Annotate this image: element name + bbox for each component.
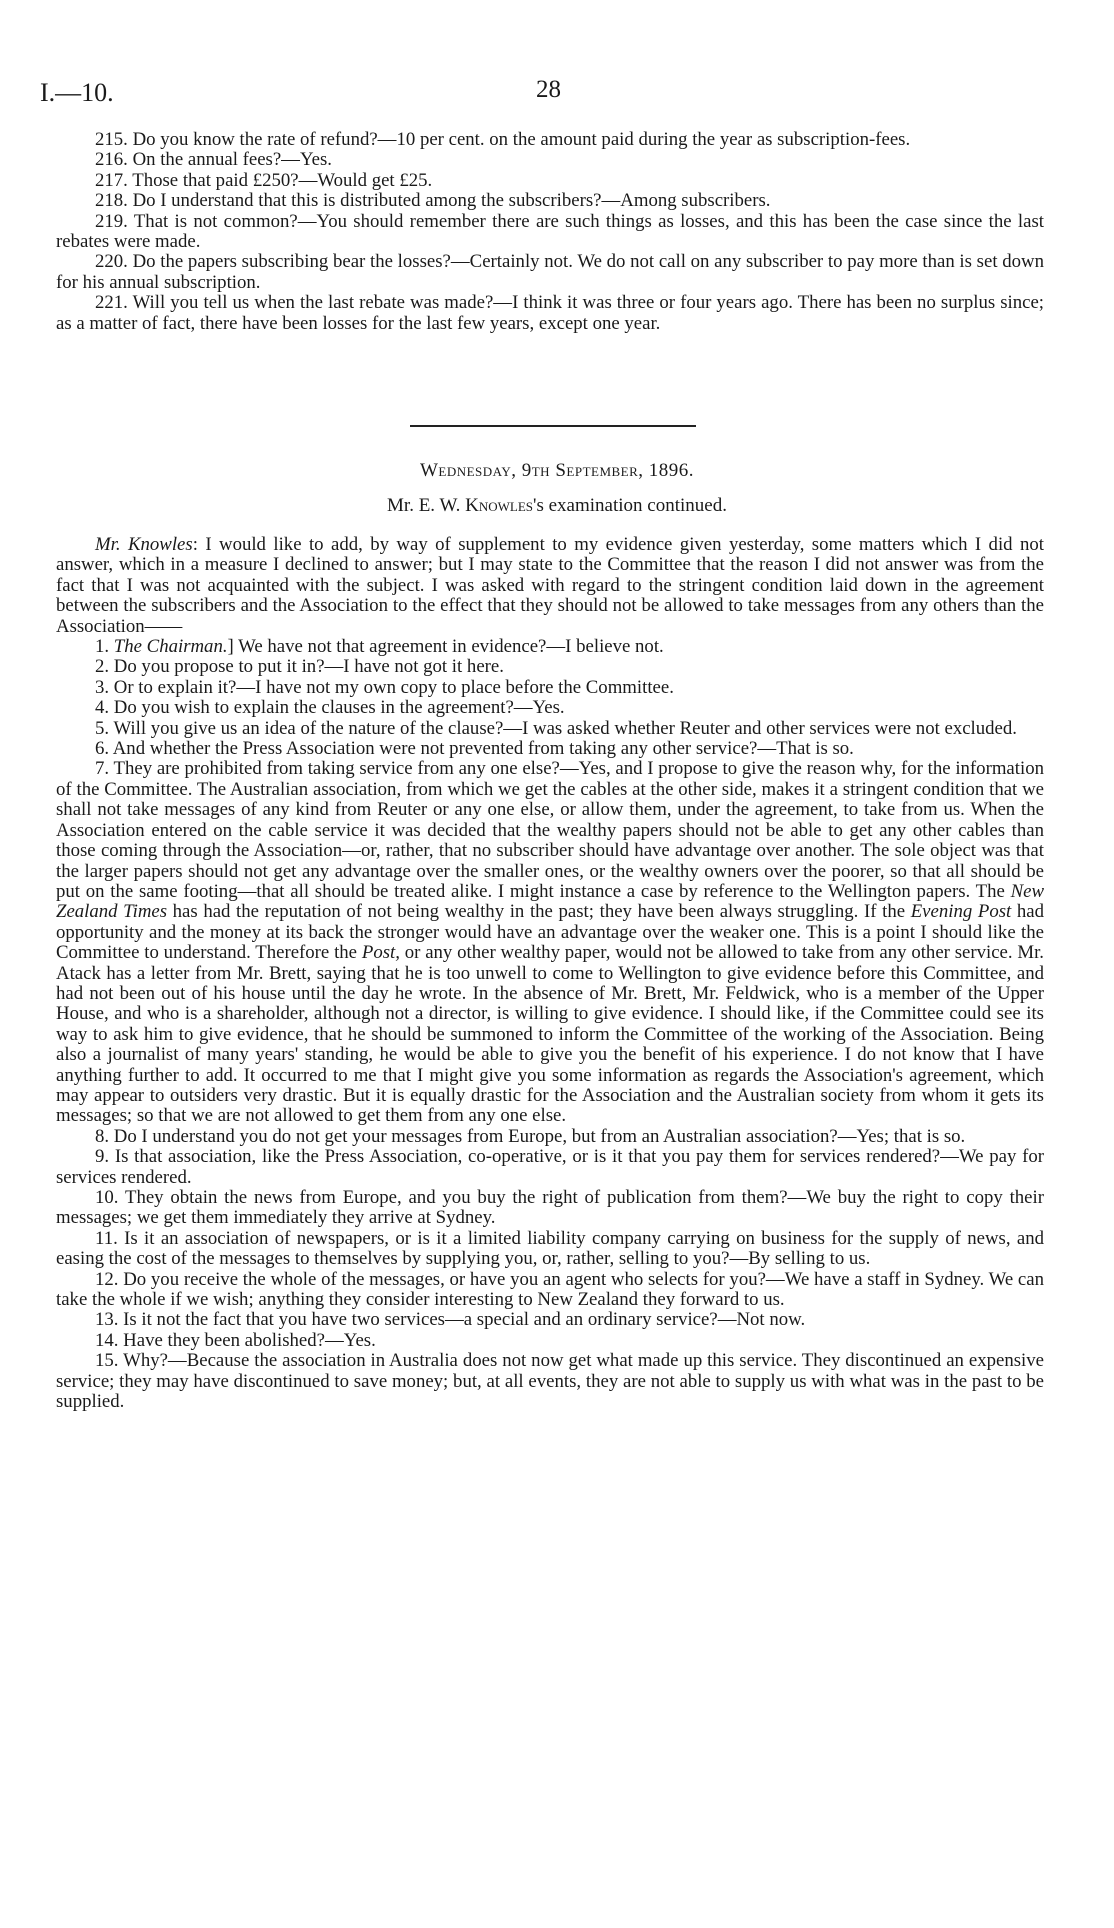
question-number: 1.: [95, 636, 110, 658]
paragraph: 216. On the annual fees?—Yes.: [95, 149, 332, 171]
section-subtitle: [0, 495, 1114, 517]
speaker-name: Mr. Knowles: [95, 534, 193, 555]
newspaper-title: Post,: [361, 942, 400, 964]
paragraph: 15. Why?—Because the association in Australia does not now get what made up this service. They discontinued an expensive service; they may have discontinued to save money; but, at all events, they are not able to supply us with what was in the past to be supplied.: [56, 1350, 1044, 1413]
section-divider: [410, 425, 696, 427]
paragraph: 8. Do I understand you do not get your messages from Europe, but from an Australian association?—Yes; that is so.: [95, 1125, 966, 1147]
paragraph: 215. Do you know the rate of refund?—10 per cent. on the amount paid during the year as subscription-fees.: [95, 129, 911, 150]
page-number: 28: [536, 76, 561, 103]
paragraph-q7: [56, 759, 1044, 1126]
paragraph: 14. Have they been abolished?—Yes.: [95, 1329, 376, 1351]
paragraph: 220. Do the papers subscribing bear the losses?—Certainly not. We do not call on any subscriber to pay more than is set down for his annual subscription.: [56, 251, 1044, 293]
subtitle-prefix: Mr. E. W.: [387, 495, 466, 516]
paper-reference: I.—10.: [40, 78, 114, 107]
paragraph: [56, 637, 1044, 657]
paragraph: 3. Or to explain it?—I have not my own copy to place before the Committee.: [95, 676, 674, 698]
paragraph: 11. Is it an association of newspapers, or is it a limited liability company carrying on business for the supply of news, and easing the cost of the messages to themselves by supplying you, or, rather, selling to you?—By selling to us.: [56, 1227, 1044, 1270]
newspaper-title: Evening Post: [910, 901, 1012, 923]
paragraph: 5. Will you give us an idea of the nature of the clause?—I was asked whether Reuter and other services were not excluded.: [95, 717, 1017, 739]
paragraph: 4. Do you wish to explain the clauses in the agreement?—Yes.: [95, 697, 565, 719]
text-run: had opportunity and the money at its back the stronger would have an advantage over the weaker one. This is a point I should like the Committee to understand. Therefore the: [56, 901, 1045, 964]
question-text: ] We have not that agreement in evidence?—I believe not.: [227, 636, 664, 658]
statement-text: : I would like to add, by way of supplement to my evidence given yesterday, some matters which I did not answer, which in a measure I declined to answer; but I may state to the Committee that the reason I did not answer was from the fact that I was not acquainted with the subject. I was asked with regard to the stringent condition laid down in the agreement between the subscribers and the Association to the effect that they should not be allowed to take messages from any others than the Association——: [56, 534, 1044, 637]
paragraph: 221. Will you tell us when the last rebate was made?—I think it was three or four years ago. There has been no surplus since; as a matter of fact, there have been losses for the last few years, except one year.: [56, 292, 1044, 334]
statement-paragraph: [56, 535, 1044, 637]
paragraph: 13. Is it not the fact that you have two services—a special and an ordinary service?—Not now.: [95, 1309, 806, 1331]
paragraph: 6. And whether the Press Association were not prevented from taking any other service?—That is so.: [95, 738, 854, 760]
examination-body: [56, 535, 1044, 1412]
chairman-label: The Chairman.: [113, 636, 228, 658]
top-questions: [56, 130, 1044, 334]
text-run: has had the reputation of not being wealthy in the past; they have been always struggling. If the: [167, 901, 911, 923]
newspaper-title: New Zealand Times: [56, 880, 1044, 923]
subtitle-name: Knowles: [465, 495, 534, 516]
paragraph: 9. Is that association, like the Press Association, co-operative, or is it that you pay them for services rendered?—We pay for services rendered.: [56, 1146, 1044, 1188]
subtitle-suffix: 's examination continued.: [533, 495, 727, 516]
paragraph: 217. Those that paid £250?—Would get £25.: [95, 169, 433, 191]
text-run: or any other wealthy paper, would not be allowed to take from any other service. Mr. Atack has a letter from Mr. Brett, saying that he is too unwell to come to Wellington to give evidence before this Committee, and had not been out of his house until the day he wrote. In the absence of Mr. Brett, Mr. Feldwick, who is a member of the Upper House, and who is a shareholder, although not a director, is willing to give evidence. I should like, if the Committee could see its way to ask him to give evidence, that he should be summoned to inform the Committee of the working of the Association. Being also a journalist of many years' standing, he would be able to give you the benefit of his experience. I do not know that I have anything further to add. It occurred to me that I might give you some information as regards the Association's agreement, which may appear to outsiders very drastic. But it is equally drastic for the Association and the Australian society from whom it gets its messages; so that we are not allowed to get them from any one else.: [56, 942, 1045, 1127]
paragraph: 218. Do I understand that this is distributed among the subscribers?—Among subscribers.: [95, 190, 771, 212]
paragraph: 2. Do you propose to put it in?—I have not got it here.: [95, 656, 504, 678]
paragraph: 219. That is not common?—You should remember there are such things as losses, and this has been the case since the last rebates were made.: [56, 210, 1044, 253]
text-run: 7. They are prohibited from taking service from any one else?—Yes, and I propose to give the reason why, for the information of the Committee. The Australian association, from which we get the cables at the other side, makes it a stringent condition that we shall not take messages of any kind from Reuter or any one else, or allow them, under the agreement, to take from us. When the Association entered on the cable service it was decided that the wealthy papers should not be able to get any other cables than those coming through the Association—or, rather, that no subscriber should have advantage over another. The sole object was that the larger papers should not get any advantage over the smaller ones, or the wealthy owners over the poorer, so that all should be put on the same footing—that all should be treated alike. I might instance a case by reference to the Wellington papers. The: [56, 758, 1044, 902]
session-date: Wednesday, 9th September, 1896.: [419, 460, 695, 481]
paragraph: 12. Do you receive the whole of the messages, or have you an agent who selects for you?—We have a staff in Sydney. We can take the whole if we wish; anything they consider interesting to New Zealand they forward to us.: [56, 1268, 1044, 1311]
paragraph: 10. They obtain the news from Europe, and you buy the right of publication from them?—We buy the right to copy their messages; we get them immediately they arrive at Sydney.: [56, 1187, 1044, 1229]
